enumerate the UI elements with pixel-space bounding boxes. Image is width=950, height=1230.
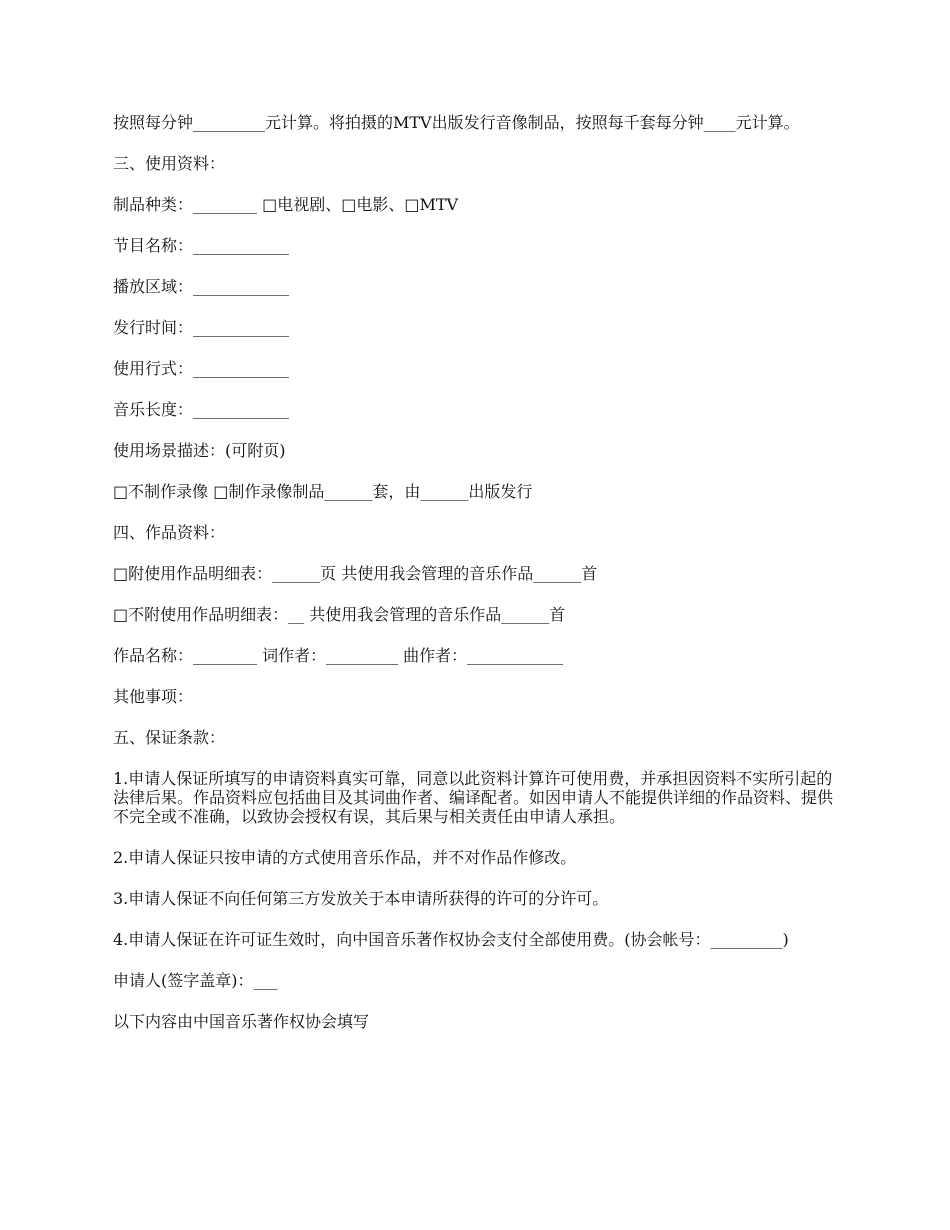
other-matters-field: 其他事项： — [113, 687, 194, 706]
program-name-field: 节目名称：____________ — [113, 236, 290, 255]
broadcast-region-field: 播放区域：____________ — [113, 277, 290, 296]
guarantee-clause-3: 3.申请人保证不向任何第三方发放关于本申请所获得的许可的分许可。 — [113, 889, 609, 908]
association-fill-note: 以下内容由中国音乐著作权协会填写 — [113, 1012, 370, 1031]
guarantee-clause-1: 1.申请人保证所填写的申请资料真实可靠，同意以此资料计算许可使用费，并承担因资料不实所引起的法律后果。作品资料应包括曲目及其词曲作者、编译配者。如因申请人不能提供详细的作品资料、提供不完全或不准确，以致协会授权有误，其后果与相关责任由申请人承担。 — [113, 769, 834, 826]
guarantee-clause-4: 4.申请人保证在许可证生效时，向中国音乐著作权协会支付全部使用费。(协会帐号：_________) — [113, 930, 789, 949]
attached-work-list-option: □附使用作品明细表：______页 共使用我会管理的音乐作品______首 — [113, 564, 598, 583]
guarantee-clause-2: 2.申请人保证只按申请的方式使用音乐作品，并不对作品作修改。 — [113, 848, 577, 867]
release-time-field: 发行时间：____________ — [113, 318, 290, 337]
product-type-field: 制品种类：________ □电视剧、□电影、□MTV — [113, 195, 459, 214]
music-length-field: 音乐长度：____________ — [113, 400, 290, 419]
fee-calculation-text: 按照每分钟_________元计算。将拍摄的MTV出版发行音像制品，按照每千套每分钟____元计算。 — [113, 113, 800, 132]
no-attached-work-list-option: □不附使用作品明细表：__ 共使用我会管理的音乐作品______首 — [113, 605, 566, 624]
applicant-signature-field: 申请人(签字盖章)：___ — [113, 971, 278, 990]
section-heading-usage-info: 三、使用资料： — [113, 154, 226, 173]
scene-description-field: 使用场景描述：(可附页) — [113, 441, 286, 460]
work-name-authors-field: 作品名称：________ 词作者：_________ 曲作者：____________ — [113, 646, 564, 665]
video-production-options: □不制作录像 □制作录像制品______套，由______出版发行 — [113, 482, 533, 501]
section-heading-guarantee-terms: 五、保证条款： — [113, 728, 226, 747]
section-heading-work-info: 四、作品资料： — [113, 523, 226, 542]
usage-form-field: 使用行式：____________ — [113, 359, 290, 378]
document-page — [113, 113, 841, 1053]
